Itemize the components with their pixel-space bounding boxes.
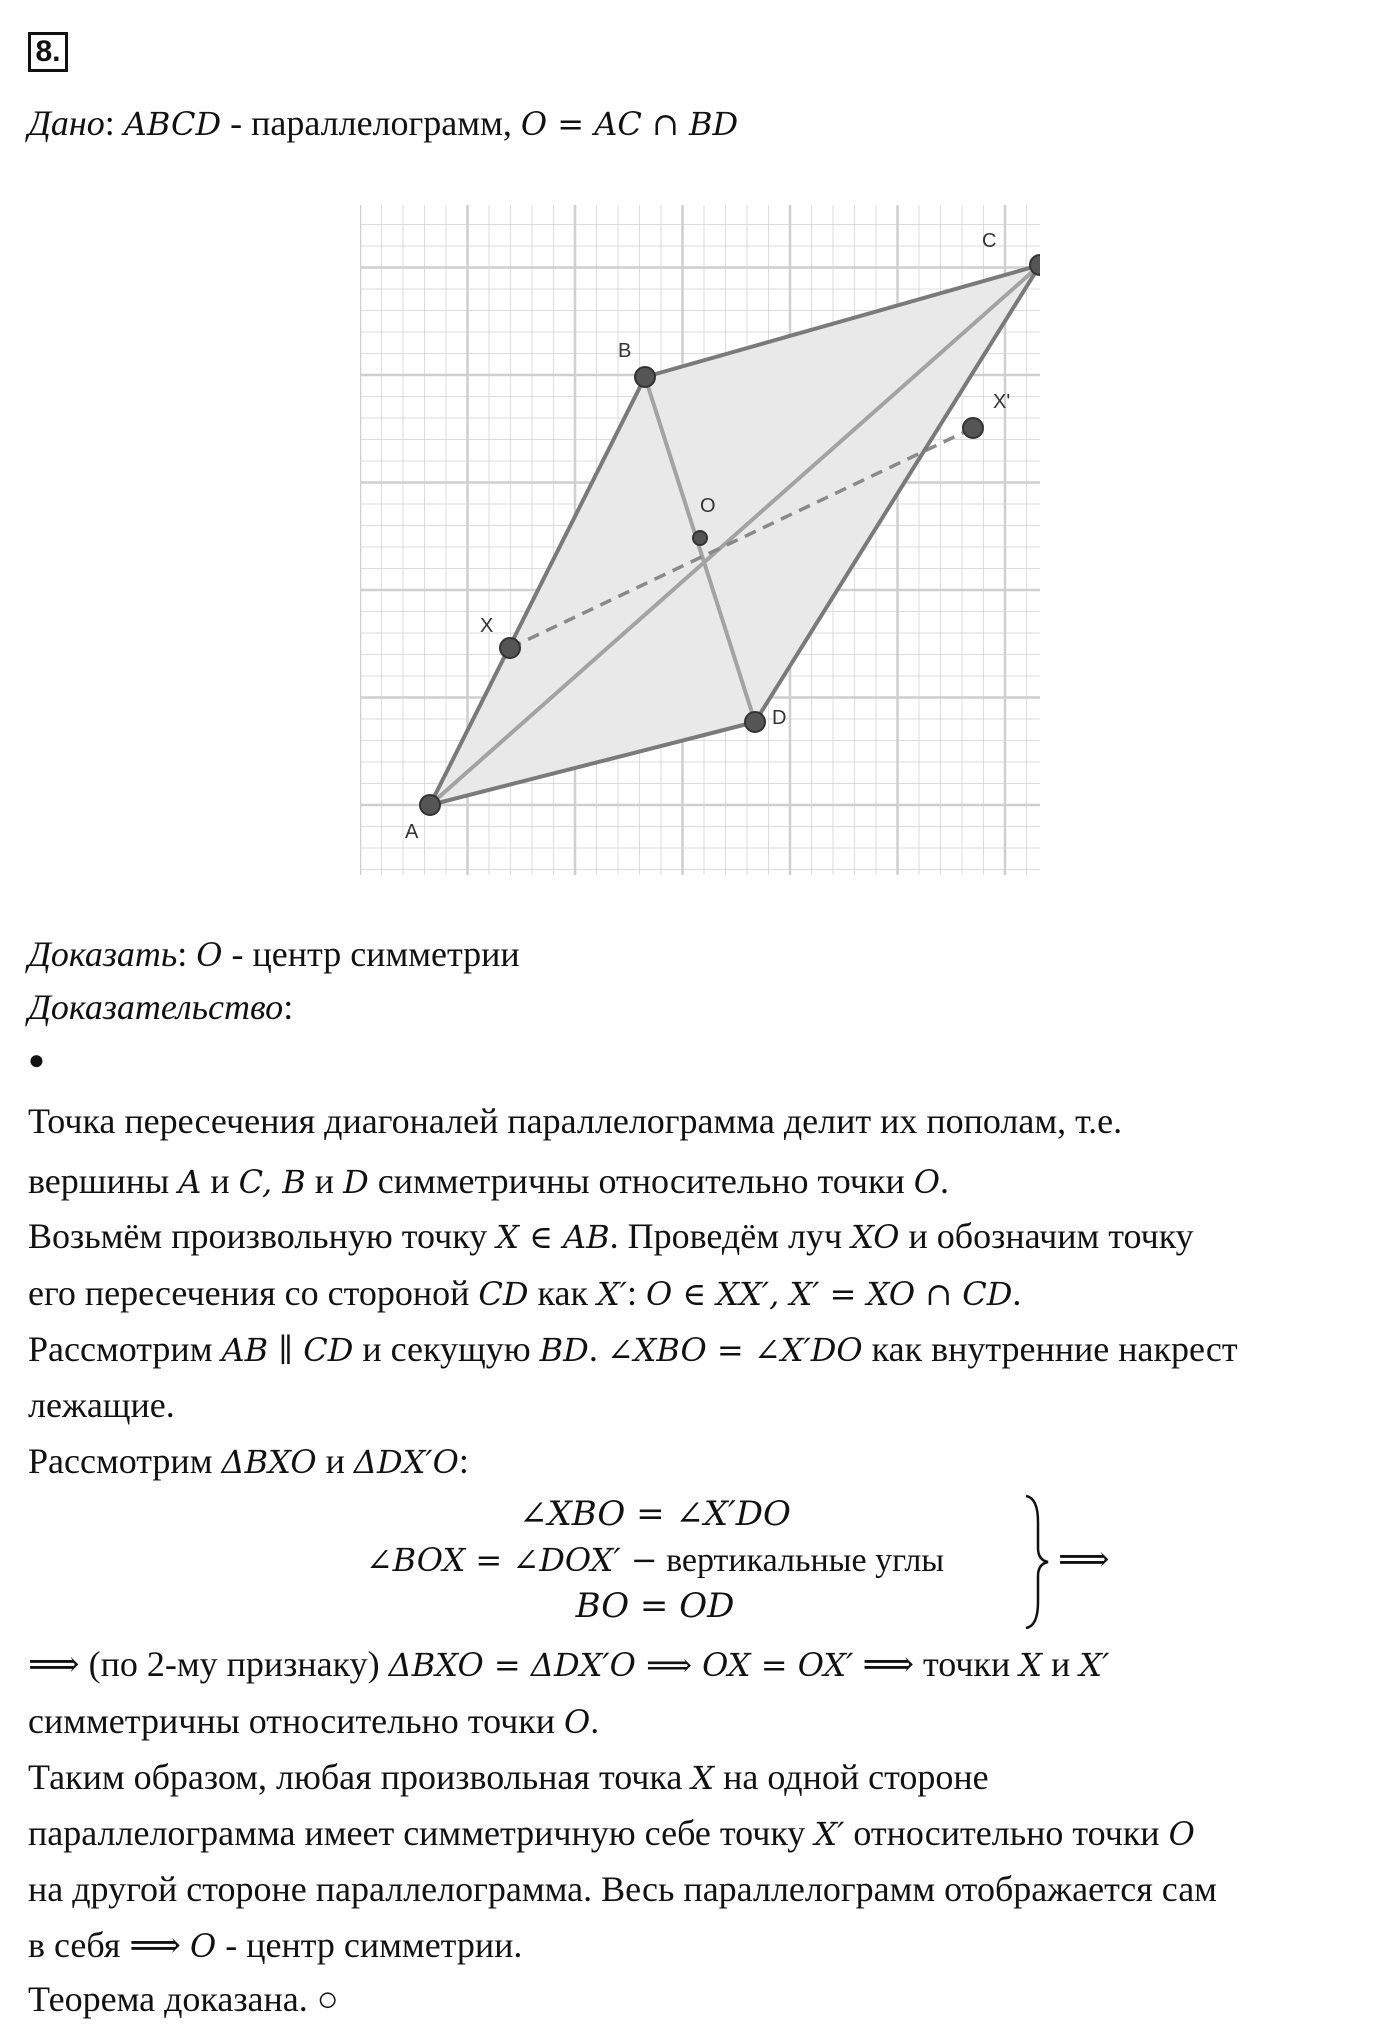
sys-row-2-text: вертикальные углы: [657, 1542, 945, 1579]
l2-t3: и: [305, 1161, 344, 1201]
proof-colon: :: [283, 987, 294, 1027]
proof-label-line: [28, 986, 293, 1028]
l8-t3: и: [1042, 1644, 1080, 1684]
proof-line-3: [28, 1215, 1194, 1258]
l11-t1: параллелограмма имеет симметричную себе точку: [28, 1813, 815, 1853]
proof-line-1: Точка пересечения диагоналей параллелограмма делит их пополам, т.е.: [28, 1101, 1123, 1141]
l5-t2: и секущую: [353, 1329, 540, 1369]
proof-line-2: [28, 1160, 949, 1203]
l7-t1: Рассмотрим: [28, 1441, 222, 1481]
l2-m1: A: [178, 1163, 202, 1201]
l13-t1: в себя ⟹: [28, 1925, 190, 1965]
l9-m1: O: [564, 1703, 591, 1741]
l8-m2: X: [1019, 1646, 1043, 1684]
proof-line-4: [28, 1272, 1021, 1315]
label-b: B: [618, 340, 632, 362]
proof-label: Доказательство: [28, 987, 284, 1027]
l4-t2: как: [528, 1273, 597, 1313]
prove-text: - центр симметрии: [222, 934, 520, 974]
l9-t2: .: [590, 1701, 600, 1741]
l11-t2: относительно точки: [844, 1813, 1169, 1853]
l4-t3: :: [627, 1273, 647, 1313]
sys-row-2: [290, 1538, 1020, 1583]
l4-t4: .: [1012, 1273, 1022, 1313]
prove-m1: O: [196, 936, 223, 974]
label-o: O: [700, 495, 716, 517]
proof-line-12: на другой стороне параллелограмма. Весь параллелограмм отображается сам: [28, 1869, 1217, 1909]
l8-m1: ΔBXO = ΔDX′O ⟹ OX = OX′: [388, 1646, 854, 1684]
l3-t3: и обозначим точку: [899, 1216, 1194, 1256]
l4-t1: его пересечения со стороной: [28, 1273, 479, 1313]
proof-line-14: Теорема доказана. ○: [28, 1979, 339, 2019]
l5-t3: .: [588, 1329, 607, 1369]
l11-m2: O: [1168, 1815, 1195, 1853]
l5-t1: Рассмотрим: [28, 1329, 222, 1369]
l5-m2: BD: [539, 1331, 589, 1369]
equation-system: [290, 1492, 1110, 1632]
l13-t2: - центр симметрии.: [216, 1925, 523, 1965]
l4-m1: CD: [478, 1275, 529, 1313]
l4-m3: O ∈ XX′, X′ = XO ∩ CD: [646, 1275, 1013, 1313]
l2-t1: вершины: [28, 1161, 179, 1201]
label-xp: X': [993, 391, 1011, 413]
l8-t2: ⟹ точки: [853, 1644, 1020, 1684]
l2-t4: симметричны относительно точки: [368, 1161, 914, 1201]
l7-t3: :: [458, 1441, 469, 1481]
l3-m1: X ∈ AB: [496, 1218, 610, 1256]
l7-t2: и: [316, 1441, 354, 1481]
given-colon: :: [104, 103, 124, 143]
l5-m3: ∠XBO = ∠X′DO: [606, 1331, 863, 1369]
proof-line-8: [28, 1643, 1109, 1686]
bullet: ●: [28, 1045, 45, 1076]
proof-line-7: [28, 1440, 469, 1483]
l4-m2: X′: [596, 1275, 627, 1313]
proof-line-10: [28, 1756, 989, 1799]
l10-m1: X: [691, 1759, 715, 1797]
l11-m1: X′: [814, 1815, 845, 1853]
l7-m1: ΔBXO: [221, 1443, 317, 1481]
system-implies: ⟹: [1058, 1539, 1110, 1579]
proof-line-9: [28, 1700, 599, 1743]
given-m2: O = AC ∩ BD: [520, 105, 739, 143]
l3-m2: XO: [851, 1218, 900, 1256]
given-text: - параллелограмм,: [221, 103, 521, 143]
parallelogram-figure: [360, 205, 1040, 875]
point-a: [420, 795, 440, 815]
l9-t1: симметричны относительно точки: [28, 1701, 564, 1741]
l8-m3: X′: [1079, 1646, 1110, 1684]
l2-m4: O: [913, 1163, 940, 1201]
problem-number: 8.: [28, 32, 68, 72]
sys-row-2-math: ∠BOX = ∠DOX′ −: [365, 1541, 658, 1579]
given-label: Дано: [28, 103, 105, 143]
proof-line-5: [28, 1328, 1238, 1371]
l10-t2: на одной стороне: [714, 1757, 989, 1797]
label-d: D: [772, 707, 787, 729]
point-d: [745, 712, 765, 732]
point-o: [693, 531, 707, 545]
l3-t1: Возьмём произвольную точку: [28, 1216, 497, 1256]
label-c: C: [982, 230, 997, 252]
l13-m1: O: [189, 1927, 217, 1965]
prove-label: Доказать: [28, 934, 178, 974]
point-xp: [963, 418, 983, 438]
point-x: [500, 638, 520, 658]
prove-colon: :: [177, 934, 197, 974]
label-x: X: [480, 615, 494, 637]
given-m1: ABCD: [123, 105, 222, 143]
l8-t1: ⟹ (по 2-му признаку): [28, 1644, 389, 1684]
sys-row-1: ∠XBO = ∠X′DO: [519, 1494, 791, 1534]
l2-m3: D: [343, 1163, 369, 1201]
l7-m2: ΔDX′O: [353, 1443, 459, 1481]
point-b: [635, 367, 655, 387]
given-line: [28, 102, 738, 145]
right-brace: [1022, 1492, 1052, 1632]
label-a: A: [405, 821, 419, 843]
proof-line-6: лежащие.: [28, 1385, 175, 1425]
l2-t5: .: [939, 1161, 949, 1201]
l10-t1: Таким образом, любая произвольная точка: [28, 1757, 692, 1797]
prove-line: [28, 933, 520, 976]
sys-row-3: BO = OD: [575, 1586, 735, 1626]
l5-t4: как внутренние накрест: [862, 1329, 1238, 1369]
l5-m1: AB ∥ CD: [221, 1331, 354, 1369]
l3-t2: . Проведём луч: [609, 1216, 852, 1256]
l2-m2: C, B: [238, 1163, 306, 1201]
proof-line-11: [28, 1812, 1195, 1855]
l2-t2: и: [201, 1161, 239, 1201]
proof-line-13: [28, 1924, 522, 1967]
